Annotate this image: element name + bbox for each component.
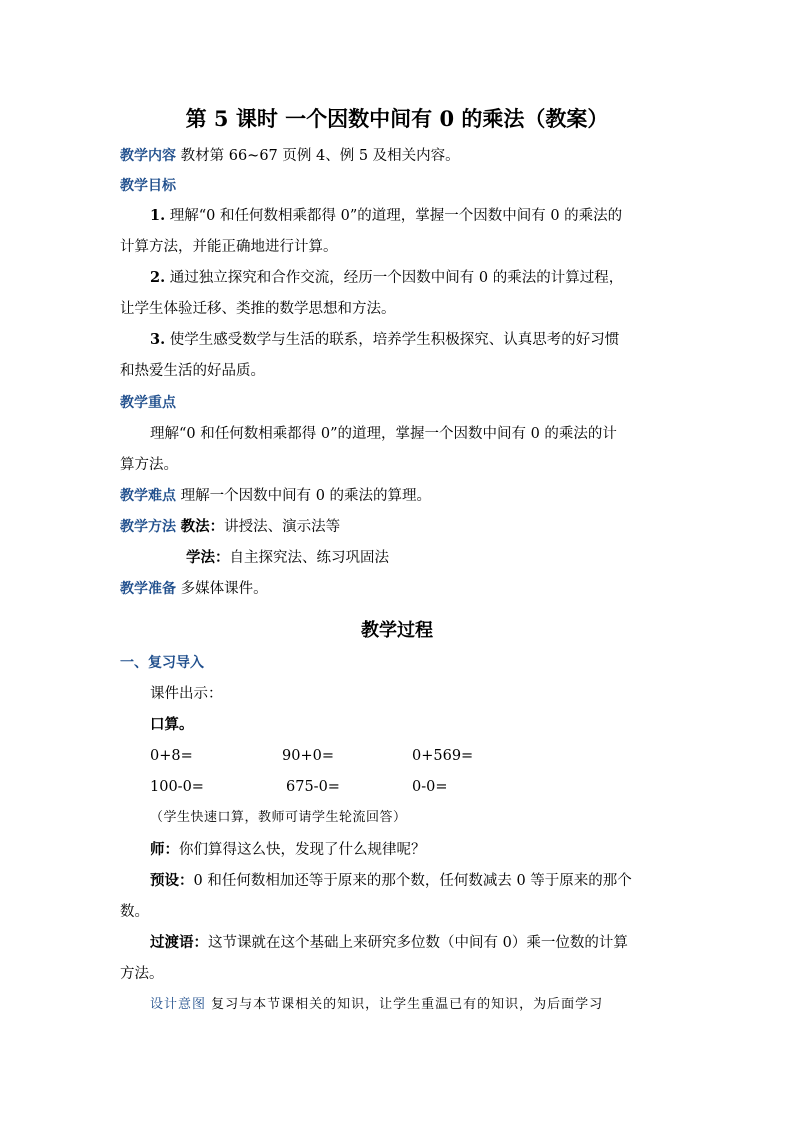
teacher-label: 师： <box>150 841 179 858</box>
page-title: 第 5 课时 一个因数中间有 0 的乘法（教案） <box>185 106 609 131</box>
learn-method-row <box>186 548 389 568</box>
transition-line2: 方法。 <box>120 966 164 982</box>
content-label: 教学内容 <box>120 148 176 164</box>
exercise-3: 0+569= <box>412 748 474 764</box>
exercise-6: 0-0= <box>412 779 448 795</box>
preset-label: 预设： <box>150 872 194 889</box>
goal-3-line2: 和热爱生活的好品质。 <box>120 363 265 379</box>
preset-line2: 数。 <box>120 904 149 920</box>
preparation-label: 教学准备 <box>120 581 176 597</box>
goal-1-line1 <box>150 206 622 226</box>
exercise-note: （学生快速口算，教师可请学生轮流回答） <box>150 810 407 825</box>
teach-method-text: 讲授法、演示法等 <box>224 519 341 535</box>
design-intent-row <box>150 995 603 1015</box>
teacher-question: 你们算得这么快，发现了什么规律呢？ <box>179 842 426 858</box>
goal-2-text: 通过独立探究和合作交流，经历一个因数中间有 0 的乘法的计算过程， <box>169 270 624 286</box>
goal-1-text: 理解“0 和任何数相乘都得 0”的道理，掌握一个因数中间有 0 的乘法的 <box>169 208 623 224</box>
goal-2-number: 2. <box>150 269 166 286</box>
goal-3-line1 <box>150 330 619 350</box>
methods-row <box>120 517 340 537</box>
preparation-text: 多媒体课件。 <box>180 581 268 597</box>
goal-2-line2: 让学生体验迁移、类推的数学思想和方法。 <box>120 301 396 317</box>
preset-row <box>150 871 632 891</box>
preset-text: 0 和任何数相加还等于原来的那个数，任何数减去 0 等于原来的那个 <box>193 873 632 889</box>
exercise-1: 0+8= <box>150 748 193 764</box>
learn-method-label: 学法： <box>186 549 230 566</box>
exercise-4: 100-0= <box>150 779 204 795</box>
difficulty-row <box>120 486 431 506</box>
goal-1-line2: 计算方法，并能正确地进行计算。 <box>120 239 338 255</box>
goal-3-text: 使学生感受数学与生活的联系，培养学生积极探究、认真思考的好习惯 <box>169 332 620 348</box>
design-intent-text: 复习与本节课相关的知识，让学生重温已有的知识，为后面学习 <box>211 997 604 1012</box>
goal-3-number: 3. <box>150 331 166 348</box>
learn-method-text: 自主探究法、练习巩固法 <box>229 550 389 566</box>
key-point-label: 教学重点 <box>120 395 176 411</box>
content-text: 教材第 66~67 页例 4、例 5 及相关内容。 <box>180 148 460 164</box>
process-title: 教学过程 <box>361 620 433 641</box>
transition-text: 这节课就在这个基础上来研究多位数（中间有 0）乘一位数的计算 <box>208 935 628 951</box>
key-point-line1: 理解“0 和任何数相乘都得 0”的道理，掌握一个因数中间有 0 的乘法的计 <box>150 426 617 442</box>
difficulty-text: 理解一个因数中间有 0 的乘法的算理。 <box>180 488 432 504</box>
exercise-5: 675-0= <box>286 779 340 795</box>
section1-heading: 一、复习导入 <box>120 655 204 671</box>
content-row <box>120 146 460 166</box>
teacher-question-row <box>150 840 426 860</box>
preparation-row <box>120 579 268 599</box>
transition-row <box>150 933 628 953</box>
courseware-show: 课件出示： <box>150 686 223 702</box>
oral-calc-heading: 口算。 <box>150 716 194 733</box>
methods-label: 教学方法 <box>120 519 176 535</box>
key-point-line2: 算方法。 <box>120 457 178 473</box>
goals-label: 教学目标 <box>120 178 176 194</box>
goal-1-number: 1. <box>150 207 166 224</box>
teach-method-label: 教法： <box>180 518 225 535</box>
goal-2-line1 <box>150 268 623 288</box>
transition-label: 过渡语： <box>150 934 208 951</box>
exercise-2: 90+0= <box>282 748 334 764</box>
design-intent-label: 设计意图 <box>150 997 207 1012</box>
difficulty-label: 教学难点 <box>120 488 176 504</box>
